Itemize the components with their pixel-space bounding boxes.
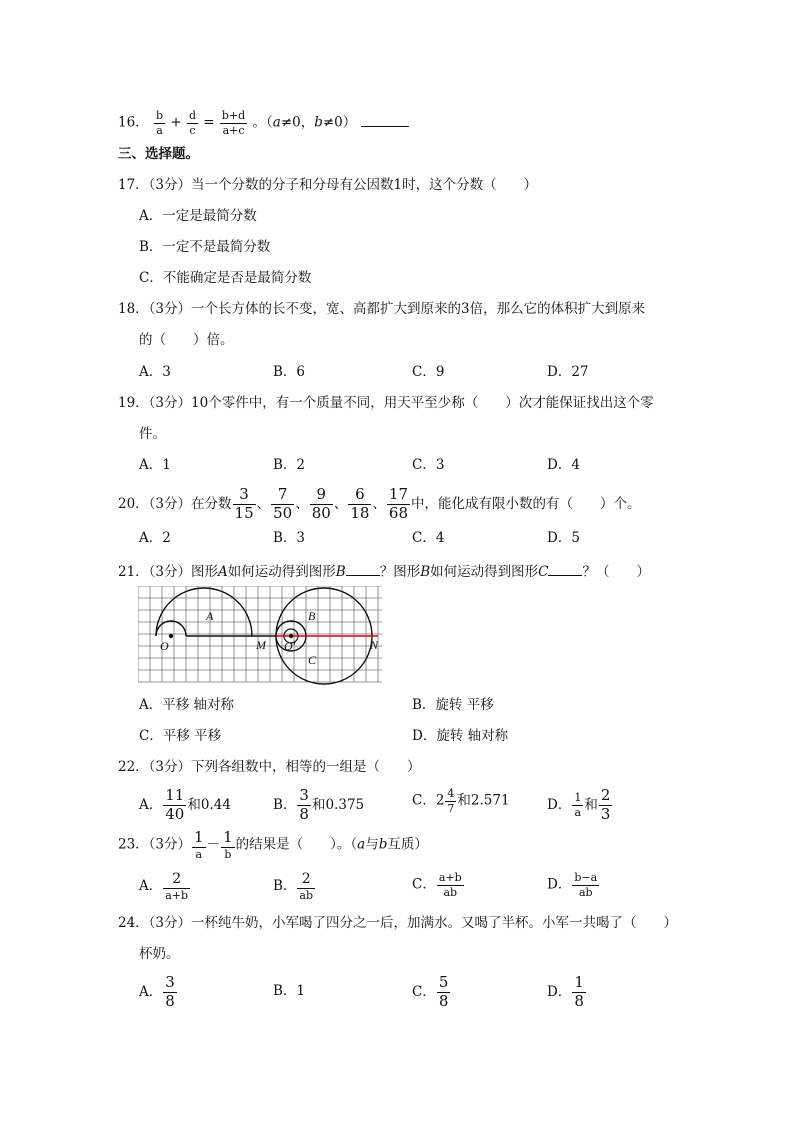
text: 和0.375	[311, 796, 365, 813]
var-b: b	[314, 114, 323, 131]
plus-sign: +	[170, 114, 182, 131]
var-a: a	[357, 836, 366, 853]
q23-option-b[interactable]	[273, 872, 316, 901]
text: 如何运动得到图形	[430, 564, 539, 580]
fraction: $\frac{3}{8}$	[299, 786, 309, 823]
text: 20．（3分）在分数	[118, 495, 232, 512]
q21-option-b[interactable]: B．旋转 平移	[412, 697, 494, 713]
option-label: B．	[273, 796, 297, 813]
fraction: $\frac{2}{a+b}$	[165, 871, 189, 902]
fraction: $\frac{1}{a}$	[194, 828, 204, 861]
fraction: $\frac{9}{80}$	[311, 485, 331, 522]
q20-option-c[interactable]: C．4	[412, 530, 445, 546]
option-label: D．	[547, 983, 572, 1000]
label-n: N	[370, 638, 379, 652]
q19-text-2: 件。	[139, 426, 166, 442]
option-label: B．	[273, 878, 297, 895]
q19-option-a[interactable]: A．1	[139, 457, 171, 473]
equals-sign: =	[203, 114, 215, 131]
q24-option-b[interactable]: B．1	[273, 983, 306, 999]
q20-option-b[interactable]: B．3	[273, 530, 306, 546]
fraction: $\frac{17}{68}$	[388, 485, 408, 522]
fraction: $\frac{b-a}{ab}$	[574, 871, 598, 899]
var-a: a	[272, 114, 281, 131]
q16-line	[118, 110, 409, 136]
q20-option-a[interactable]: A．2	[139, 530, 171, 546]
q24-text-2: 杯奶。	[139, 946, 180, 962]
grid	[138, 586, 382, 682]
q23-option-a[interactable]	[139, 872, 191, 901]
option-label: A．	[139, 878, 163, 895]
q24-option-a[interactable]	[139, 975, 178, 1010]
fraction: $\frac{b}{a}$	[155, 109, 164, 137]
text: ≠0，	[280, 114, 315, 131]
text: 和2.571	[457, 792, 510, 809]
option-label: D．	[547, 796, 572, 813]
fraction: $\frac{a+b}{ab}$	[438, 871, 462, 899]
fraction: $\frac{4}{7}$	[447, 787, 455, 815]
text: 如何运动得到图形	[227, 564, 336, 580]
var: B	[420, 564, 431, 580]
q22-option-b[interactable]	[273, 788, 364, 823]
q17-option-b[interactable]: B．一定不是最简分数	[139, 239, 271, 255]
fraction: $\frac{2}{ab}$	[299, 871, 314, 902]
fraction: $\frac{1}{8}$	[574, 973, 584, 1010]
shape-a	[156, 588, 252, 636]
text: 互质）	[387, 836, 428, 853]
option-label: C．	[412, 876, 436, 893]
fraction: $\frac{1}{b}$	[223, 828, 233, 861]
option-label: C．2	[412, 792, 445, 809]
text: 的结果是（ ）。（	[235, 836, 358, 853]
q22-text: 22．（3分）下列各组数中，相等的一组是（ ）	[118, 759, 421, 775]
q19-option-c[interactable]: C．3	[412, 457, 445, 473]
q17-option-a[interactable]: A．一定是最简分数	[139, 208, 257, 224]
fraction: $\frac{1}{a}$	[574, 791, 582, 819]
text: 21．（3分）图形	[118, 564, 219, 580]
q18-option-a[interactable]: A．3	[139, 364, 171, 380]
q22-option-c[interactable]	[412, 788, 510, 814]
answer-blank[interactable]	[361, 114, 409, 127]
q17-text: 17．（3分）当一个分数的分子和分母有公因数1时，这个分数（ ）	[118, 177, 538, 193]
text: 23．（3分）	[118, 836, 192, 853]
q24-option-d[interactable]	[547, 975, 587, 1010]
option-label: A．	[139, 983, 163, 1000]
text: ≠0）	[322, 114, 357, 131]
minus-sign: －	[206, 836, 221, 853]
q18-option-b[interactable]: B．6	[273, 364, 306, 380]
q18-option-d[interactable]: D．27	[547, 364, 589, 380]
q20-option-d[interactable]: D．5	[547, 530, 580, 546]
q19-option-b[interactable]: B．2	[273, 457, 306, 473]
q21-figure	[138, 586, 384, 686]
fraction: $\frac{5}{8}$	[438, 973, 449, 1010]
text: ？图形	[379, 564, 421, 580]
q19-text-1: 19．（3分）10个零件中，有一个质量不同，用天平至少称（ ）次才能保证找出这个零	[118, 395, 654, 411]
q21-text	[118, 563, 650, 580]
text: 中，能化成有限小数的有（ ）个。	[411, 495, 641, 512]
option-label: D．	[547, 876, 572, 893]
q21-option-d[interactable]: D．旋转 轴对称	[412, 728, 509, 744]
option-label: C．	[412, 983, 436, 1000]
separator: 、	[256, 495, 271, 512]
point-o-prime	[289, 634, 293, 638]
q18-text-2: 的（ ）倍。	[139, 332, 234, 348]
q23-text	[118, 830, 428, 860]
text: 和	[584, 796, 598, 813]
text: ？（ ）	[582, 564, 650, 580]
fraction: $\frac{3}{15}$	[234, 485, 254, 522]
var-b: b	[378, 836, 388, 853]
text: 。（	[252, 114, 273, 131]
separator: 、	[295, 495, 309, 512]
q22-option-d[interactable]	[547, 788, 613, 823]
section-heading: 三、选择题。	[118, 146, 199, 162]
label-c: C	[308, 653, 317, 667]
fraction: $\frac{7}{50}$	[273, 485, 293, 522]
fraction: $\frac{3}{8}$	[165, 973, 175, 1010]
label-m: M	[256, 638, 266, 652]
separator: 、	[372, 495, 386, 512]
q22-option-a[interactable]	[139, 788, 231, 823]
q20-text	[118, 487, 641, 522]
q19-option-d[interactable]: D．4	[547, 457, 580, 473]
text: 与	[365, 836, 379, 853]
q17-option-c[interactable]: C．不能确定是否是最简分数	[139, 270, 312, 286]
q18-option-c[interactable]: C．9	[412, 364, 445, 380]
q24-text-1: 24．（3分）一杯纯牛奶，小军喝了四分之一后，加满水。又喝了半杯。小军一共喝了（ ）	[118, 915, 678, 931]
fraction: $\frac{b+d}{a+c}$	[221, 109, 246, 137]
separator: 、	[333, 495, 348, 512]
fraction: $\frac{2}{3}$	[600, 786, 611, 823]
point-o	[169, 634, 173, 638]
var: C	[538, 564, 549, 580]
label-b: B	[308, 609, 316, 623]
q21-option-c[interactable]: C．平移 平移	[139, 728, 222, 744]
answer-blank[interactable]	[346, 563, 380, 576]
label-o: O	[160, 639, 169, 653]
q23-option-c[interactable]	[412, 872, 465, 898]
var: A	[218, 564, 228, 580]
question-number: 16．	[118, 114, 149, 131]
label-a: A	[206, 609, 214, 623]
option-label: A．	[139, 796, 163, 813]
q23-option-d[interactable]	[547, 872, 600, 898]
fraction: $\frac{d}{c}$	[188, 109, 196, 137]
text: 和0.44	[187, 796, 231, 813]
fraction: $\frac{6}{18}$	[350, 485, 370, 522]
fraction: $\frac{11}{40}$	[165, 786, 185, 823]
q24-option-c[interactable]	[412, 975, 451, 1010]
var: B	[335, 564, 346, 580]
q21-option-a[interactable]: A．平移 轴对称	[139, 697, 235, 713]
answer-blank[interactable]	[548, 563, 582, 576]
q18-text-1: 18．（3分）一个长方体的长不变，宽、高都扩大到原来的3倍，那么它的体积扩大到原来	[118, 301, 646, 317]
label-o-prime: O′	[284, 639, 296, 653]
